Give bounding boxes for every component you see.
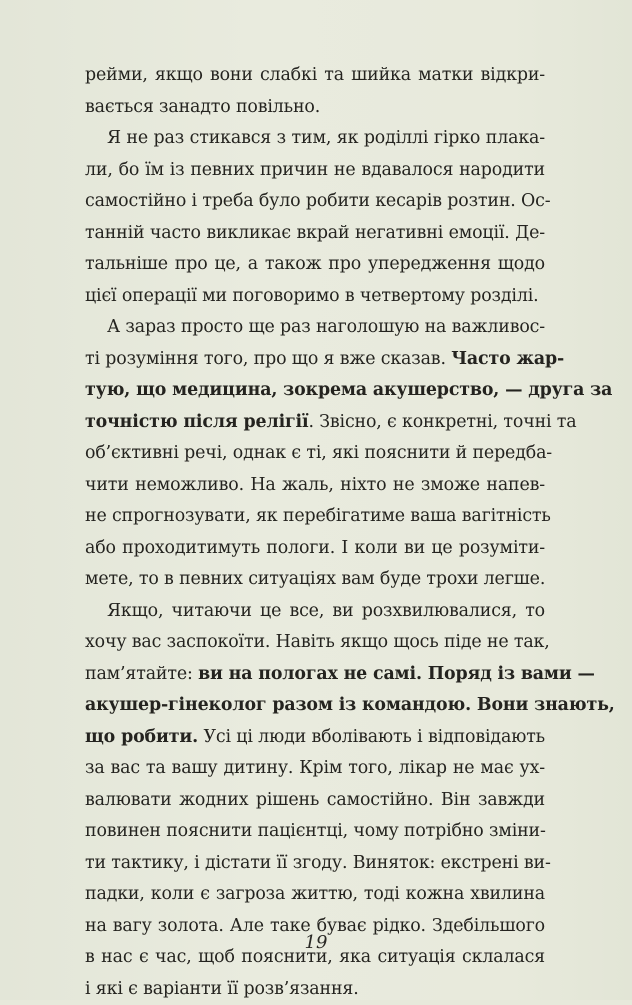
text-line — [85, 690, 545, 722]
text-run: чити неможливо. На жаль, ніхто не зможе напев- — [85, 475, 545, 495]
text-line — [85, 848, 545, 880]
text-run: Усі ці люди вболівають і відповідають — [198, 727, 545, 747]
text-run: . Звісно, є конкретні, точні та — [308, 412, 576, 432]
text-line — [85, 533, 545, 565]
text-run: пам’ятайте: — [85, 664, 198, 684]
text-line — [85, 281, 545, 313]
text-run: вається занадто повільно. — [85, 97, 320, 117]
paragraph — [85, 312, 545, 596]
text-run: повинен пояснити пацієнтці, чому потрібно зміни- — [85, 821, 546, 841]
text-run: або проходитимуть пологи. І коли ви це розуміти- — [85, 538, 545, 558]
bold-text-run: що робити. — [85, 727, 198, 747]
text-line — [85, 785, 545, 817]
text-run: А зараз просто ще раз наголошую на важливос- — [107, 317, 545, 337]
text-run: танній часто викликає вкрай негативні емоції. Де- — [85, 223, 545, 243]
text-run: Я не раз стикався з тим, як роділлі гірко плака- — [107, 128, 545, 148]
text-run: цієї операції ми поговоримо в четвертому розділі. — [85, 286, 539, 306]
text-run: об’єктивні речі, однак є ті, які пояснити й передба- — [85, 443, 552, 463]
text-run: на вагу золота. Але таке буває рідко. Здебільшого — [85, 916, 545, 936]
text-line — [85, 659, 545, 691]
text-line — [85, 816, 545, 848]
page-number: 19 — [0, 932, 632, 953]
bold-text-run: ви на пологах не самі. Поряд із вами — — [198, 664, 595, 684]
text-line — [85, 155, 545, 187]
bold-text-run: точністю після релігії — [85, 412, 308, 432]
text-line — [85, 375, 545, 407]
text-run: ли, бо їм із певних причин не вдавалося народити — [85, 160, 545, 180]
text-run: самостійно і треба було робити кесарів розтин. Ос- — [85, 191, 550, 211]
text-line — [85, 92, 545, 124]
text-run: валювати жодних рішень самостійно. Він завжди — [85, 790, 545, 810]
text-line — [85, 722, 545, 754]
text-line — [85, 501, 545, 533]
text-run: і які є варіанти її розв’язання. — [85, 979, 359, 999]
paragraph — [85, 123, 545, 312]
text-run: Якщо, читаючи це все, ви розхвилювалися, то — [107, 601, 545, 621]
text-line — [85, 312, 545, 344]
text-run: ти тактику, і дістати її згоду. Виняток: екстрені ви- — [85, 853, 551, 873]
text-line — [85, 438, 545, 470]
text-run: мете, то в певних ситуаціях вам буде трохи легше. — [85, 569, 545, 589]
bold-text-run: Часто жар- — [451, 349, 564, 369]
text-run: хочу вас заспокоїти. Навіть якщо щось піде не так, — [85, 632, 550, 652]
text-line — [85, 879, 545, 911]
paragraph — [85, 60, 545, 123]
text-run: рейми, якщо вони слабкі та шийка матки відкри- — [85, 65, 545, 85]
text-line — [85, 627, 545, 659]
text-line — [85, 60, 545, 92]
text-line — [85, 753, 545, 785]
text-run: падки, коли є загроза життю, тоді кожна хвилина — [85, 884, 545, 904]
text-run: не спрогнозувати, як перебігатиме ваша вагітність — [85, 506, 551, 526]
bold-text-run: акушер-гінеколог разом із командою. Вони знають, — [85, 695, 615, 715]
text-line — [85, 123, 545, 155]
text-run: в нас є час, щоб пояснити, яка ситуація склалася — [85, 947, 545, 967]
text-run: ті розуміння того, про що я вже сказав. — [85, 349, 451, 369]
text-line — [85, 407, 545, 439]
text-run: тальніше про це, а також про упередження щодо — [85, 254, 545, 274]
text-line — [85, 249, 545, 281]
text-line — [85, 974, 545, 1005]
text-line — [85, 470, 545, 502]
text-line — [85, 218, 545, 250]
body-text — [85, 60, 545, 1005]
text-line — [85, 564, 545, 596]
text-line — [85, 186, 545, 218]
bold-text-run: тую, що медицина, зокрема акушерство, — друга за — [85, 380, 612, 400]
text-line — [85, 344, 545, 376]
text-run: за вас та вашу дитину. Крім того, лікар не має ух- — [85, 758, 545, 778]
text-line — [85, 596, 545, 628]
